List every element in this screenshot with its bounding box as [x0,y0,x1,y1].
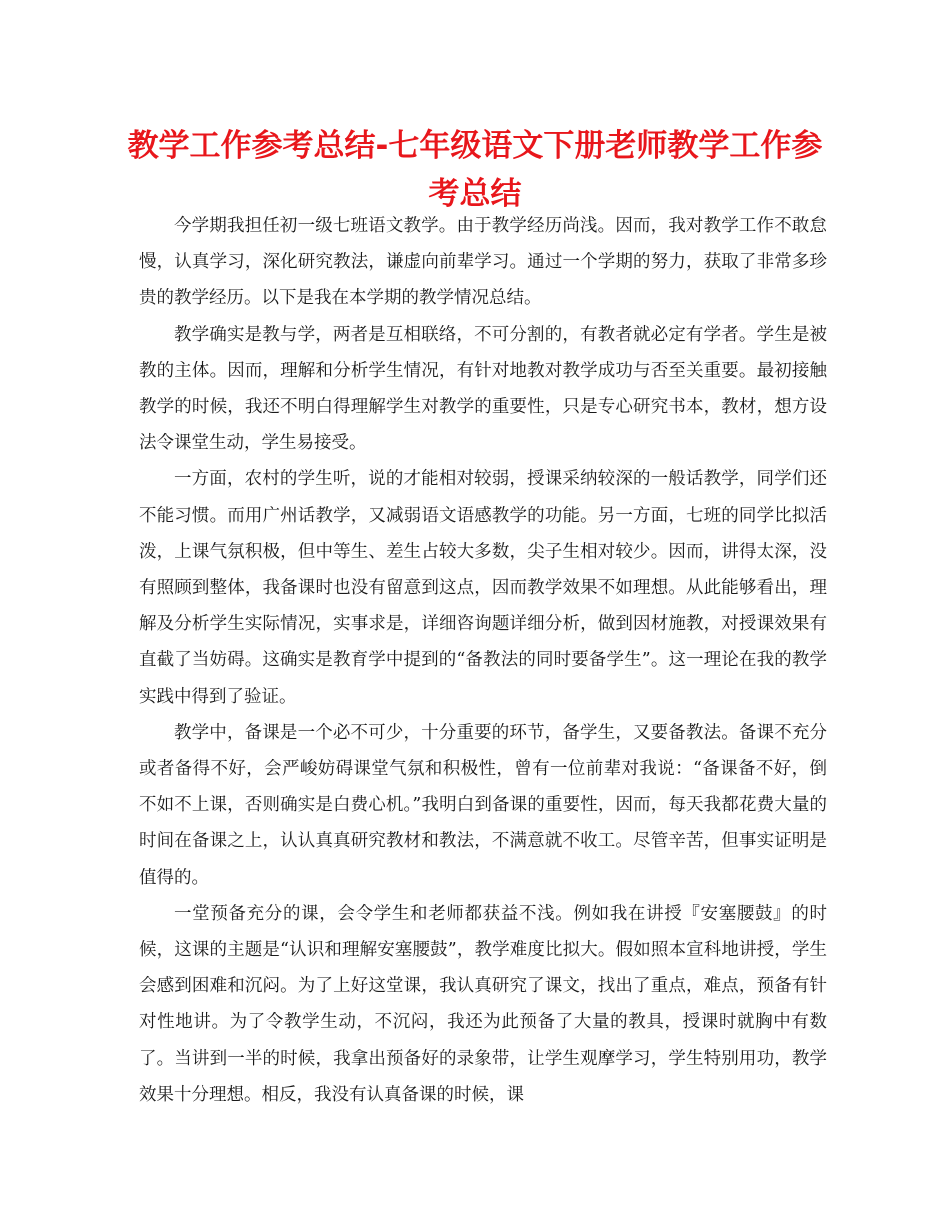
paragraph: 教学中，备课是一个必不可少，十分重要的环节，备学生，又要备教法。备课不充分或者备得不好，会严峻妨碍课堂气氛和积极性，曾有一位前辈对我说：“备课备不好，倒不如不上课，否则确实是白费心机。”我明白到备课的重要性，因而，每天我都花费大量的时间在备课之上，认认真真研究教材和教法，不满意就不收工。尽管辛苦，但事实证明是值得的。 [139,722,827,888]
paragraph: 教学确实是教与学，两者是互相联络，不可分割的，有教者就必定有学者。学生是被教的主体。因而，理解和分析学生情况，有针对地教对教学成功与否至关重要。最初接触教学的时候，我还不明白得理解学生对教学的重要性，只是专心研究书本，教材，想方设法令课堂生动，学生易接受。 [139,324,827,454]
paragraph: 今学期我担任初一级七班语文教学。由于教学经历尚浅。因而，我对教学工作不敢怠慢，认真学习，深化研究教法，谦虚向前辈学习。通过一个学期的努力，获取了非常多珍贵的教学经历。以下是我在本学期的教学情况总结。 [139,216,827,309]
document-body [139,208,827,1113]
paragraph: 一方面，农村的学生听，说的才能相对较弱，授课采纳较深的一般话教学，同学们还不能习惯。而用广州话教学，又减弱语文语感教学的功能。另一方面，七班的同学比拟活泼，上课气氛积极，但中等生、差生占较大多数，尖子生相对较少。因而，讲得太深，没有照顾到整体，我备课时也没有留意到这点，因而教学效果不如理想。从此能够看出，理解及分析学生实际情况，实事求是，详细咨询题详细分析，做到因材施教，对授课效果有直截了当妨碍。这确实是教育学中提到的“备教法的同时要备学生”。这一理论在我的教学实践中得到了验证。 [139,469,827,707]
document-title: 教学工作参考总结-七年级语文下册老师教学工作参考总结 [127,128,823,212]
paragraph: 一堂预备充分的课，会令学生和老师都获益不浅。例如我在讲授『安塞腰鼓』的时候，这课的主题是“认识和理解安塞腰鼓”，教学难度比拟大。假如照本宣科地讲授，学生会感到困难和沉闷。为了上好这堂课，我认真研究了课文，找出了重点，难点，预备有针对性地讲。为了令教学生动，不沉闷，我还为此预备了大量的教具，授课时就胸中有数了。当讲到一半的时候，我拿出预备好的录象带，让学生观摩学习，学生特别用功，教学效果十分理想。相反，我没有认真备课的时候，课 [139,903,827,1105]
